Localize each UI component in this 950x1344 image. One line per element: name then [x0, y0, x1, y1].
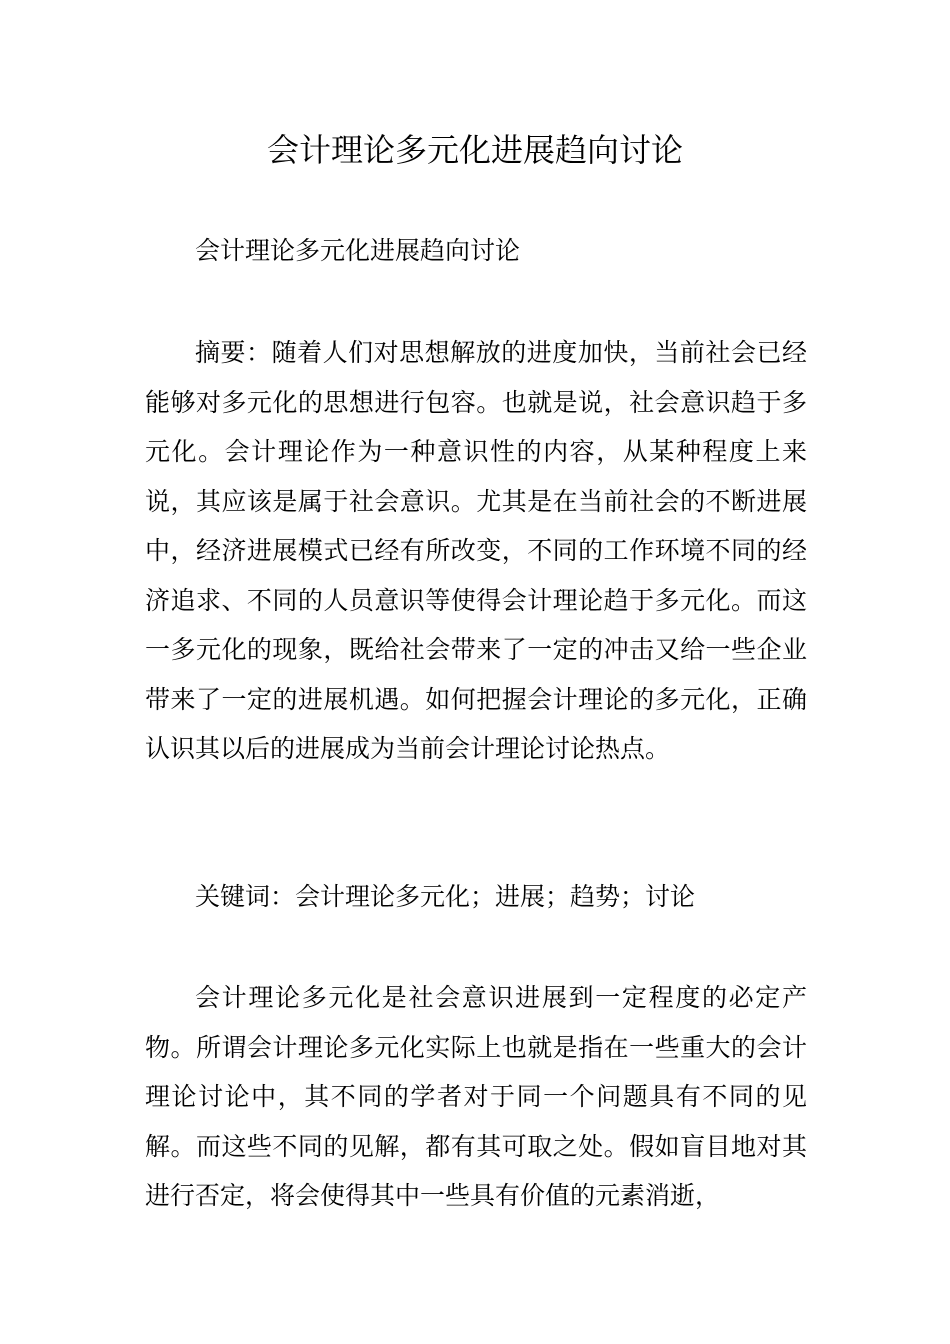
document-title: 会计理论多元化进展趋向讨论: [266, 131, 683, 169]
keywords-line: 关键词：会计理论多元化；进展；趋势；讨论: [195, 882, 696, 911]
body-paragraph: 会计理论多元化是社会意识进展到一定程度的必定产物。所谓会计理论多元化实际上也就是指在一些重大的会计理论讨论中，其不同的学者对于同一个问题具有不同的见解。而这些不同的见解，都有其可取之处。假如盲目地对其进行否定，将会使得其中一些具有价值的元素消逝，: [145, 983, 807, 1210]
document-subtitle: 会计理论多元化进展趋向讨论: [195, 236, 521, 265]
abstract-paragraph: 摘要：随着人们对思想解放的进度加快，当前社会已经能够对多元化的思想进行包容。也就是说，社会意识趋于多元化。会计理论作为一种意识性的内容，从某种程度上来说，其应该是属于社会意识。尤其是在当前社会的不断进展中，经济进展模式已经有所改变，不同的工作环境不同的经济追求、不同的人员意识等使得会计理论趋于多元化。而这一多元化的现象，既给社会带来了一定的冲击又给一些企业带来了一定的进展机遇。如何把握会计理论的多元化，正确认识其以后的进展成为当前会计理论讨论热点。: [145, 338, 807, 763]
